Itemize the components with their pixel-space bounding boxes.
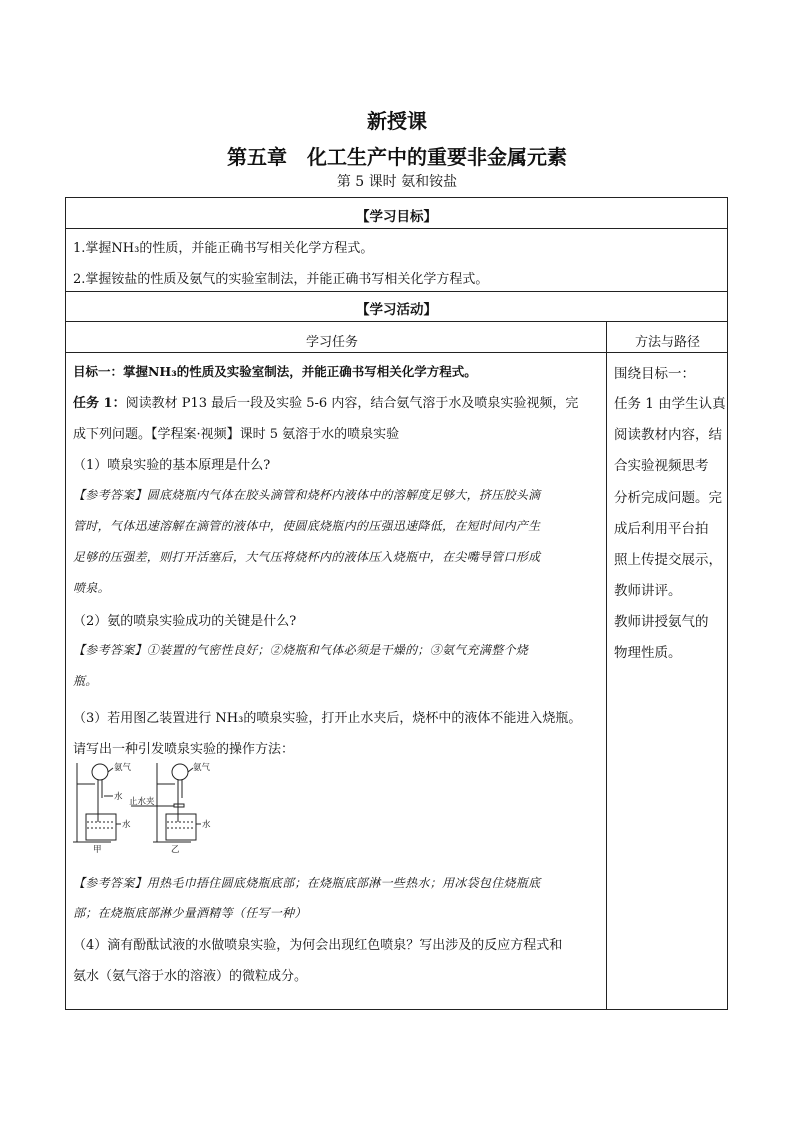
water-label-top: 水	[114, 792, 123, 802]
column-header-task: 学习任务	[306, 335, 359, 350]
beaker-a	[86, 814, 116, 840]
flask-b	[172, 764, 188, 780]
task1-line-1	[73, 392, 578, 411]
goals-heading: 【学习目标】	[356, 209, 437, 225]
task1-text: 阅读教材 P13 最后一段及实验 5-6 内容，结合氨气溶于水及喷泉实验视频，完	[125, 396, 579, 411]
column-divider	[606, 321, 607, 1009]
beaker-b	[166, 814, 196, 840]
method-line: 教师讲授氨气的	[614, 614, 709, 630]
gas-label-a: 氨气	[114, 763, 132, 773]
row-divider	[66, 321, 727, 322]
goal-item-2: 2.掌握铵盐的性质及氨气的实验室制法，并能正确书写相关化学方程式。	[73, 272, 489, 287]
method-line: 教师讲评。	[614, 583, 682, 599]
objective-one: 目标一：掌握NH₃的性质及实验室制法，并能正确书写相关化学方程式。	[73, 364, 477, 379]
label-pointer	[108, 768, 113, 772]
answer-1-line-3: 足够的压强差，则打开活塞后，大气压将烧杯内的液体压入烧瓶中，在尖嘴导管口形成	[73, 550, 541, 564]
question-4-line-1: （4）滴有酚酞试液的水做喷泉实验，为何会出现红色喷泉？写出涉及的反应方程式和	[73, 938, 563, 953]
water-label-b: 水	[202, 820, 211, 830]
answer-1-line-2: 管时，气体迅速溶解在滴管的液体中，使圆底烧瓶内的压强迅速降低，在短时间内产生	[73, 519, 541, 533]
question-4-line-2: 氨水（氨气溶于水的溶液）的微粒成分。	[73, 969, 308, 984]
answer-1-line-1: 【参考答案】圆底烧瓶内气体在胶头滴管和烧杯内液体中的溶解度足够大，挤压胶头滴	[73, 488, 541, 502]
water-clamp	[174, 804, 184, 807]
method-line: 围绕目标一：	[614, 366, 695, 382]
method-line: 物理性质。	[614, 645, 682, 661]
answer-3-line-1: 【参考答案】用热毛巾捂住圆底烧瓶底部；在烧瓶底部淋一些热水；用冰袋包住烧瓶底	[73, 876, 541, 890]
task1-label: 任务 1：	[73, 396, 126, 411]
answer-3-line-2: 部；在烧瓶底部淋少量酒精等（任写一种）	[73, 906, 307, 920]
flask-a	[92, 764, 108, 780]
gas-label-b: 氨气	[193, 763, 211, 773]
water-label-a: 水	[122, 820, 131, 830]
method-line: 阅读教材内容，结	[614, 427, 722, 443]
question-3-line-1: （3）若用图乙装置进行 NH₃的喷泉实验，打开止水夹后，烧杯中的液体不能进入烧瓶。	[73, 711, 582, 726]
answer-1-line-4: 喷泉。	[73, 581, 110, 595]
row-divider	[66, 352, 727, 353]
method-line: 分析完成问题。完	[614, 490, 722, 506]
goal-item-1: 1.掌握NH₃的性质，并能正确书写相关化学方程式。	[73, 241, 374, 256]
page-type-title: 新授课	[367, 109, 427, 133]
lesson-table	[65, 197, 728, 1010]
question-2: （2）氨的喷泉实验成功的关键是什么?	[73, 614, 297, 629]
method-line: 照上传提交展示，	[614, 552, 722, 568]
task1-line-2: 成下列问题。【学程案·视频】课时 5 氨溶于水的喷泉实验	[73, 427, 400, 442]
question-3-line-2: 请写出一种引发喷泉实验的操作方法：	[73, 742, 295, 757]
method-line: 任务 1 由学生认真	[614, 396, 726, 412]
method-line: 合实验视频思考	[614, 458, 709, 474]
row-divider	[66, 291, 727, 292]
fountain-apparatus-figure	[71, 758, 221, 853]
answer-2-line-2: 瓶。	[73, 674, 98, 688]
chapter-title: 第五章 化工生产中的重要非金属元素	[227, 145, 567, 169]
row-divider	[66, 228, 727, 229]
column-header-method: 方法与路径	[635, 335, 701, 350]
activities-heading: 【学习活动】	[356, 302, 437, 318]
answer-2-line-1: 【参考答案】①装置的气密性良好；②烧瓶和气体必须是干燥的；③氨气充满整个烧	[73, 643, 529, 657]
method-line: 成后利用平台拍	[614, 521, 709, 537]
figure-label-jia: 甲	[93, 845, 102, 853]
lesson-subtitle: 第 5 课时 氨和铵盐	[336, 174, 458, 190]
question-1: （1）喷泉实验的基本原理是什么?	[73, 458, 271, 473]
figure-label-yi: 乙	[171, 845, 180, 853]
clamp-label: 止水夹	[129, 797, 155, 807]
